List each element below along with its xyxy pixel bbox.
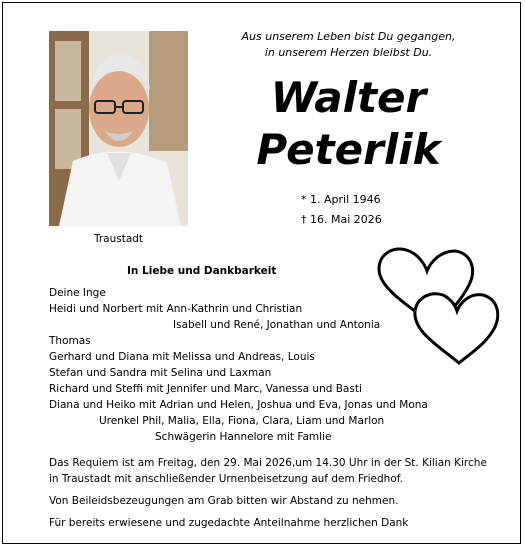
condolence-note: Von Beileidsbezeugungen am Grab bitten wir Abstand zu nehmen. bbox=[49, 495, 399, 507]
subtitle: In Liebe und Dankbarkeit bbox=[127, 265, 277, 277]
service-note: in Traustadt mit anschließender Urnenbeisetzung auf dem Friedhof. bbox=[49, 473, 404, 485]
memorial-quote bbox=[221, 29, 476, 61]
service-note: Das Requiem ist am Freitag, den 29. Mai 2026,um 14.30 Uhr in der St. Kilian Kirche bbox=[49, 457, 487, 469]
mourner-line: Stefan und Sandra mit Selina und Laxman bbox=[49, 367, 272, 379]
obituary-frame bbox=[2, 2, 521, 544]
thanks-note: Für bereits erwiesene und zugedachte Anteilnahme herzlichen Dank bbox=[49, 517, 409, 529]
mourner-line: Gerhard und Diana mit Melissa und Andreas, Louis bbox=[49, 351, 315, 363]
mourner-line: Thomas bbox=[49, 335, 91, 347]
mourner-line: Schwägerin Hannelore mit Famlie bbox=[155, 431, 332, 443]
mourner-line: Urenkel Phil, Malia, Ella, Fiona, Clara, Liam und Marlon bbox=[99, 415, 385, 427]
mourner-line: Heidi und Norbert mit Ann-Kathrin und Christian bbox=[49, 303, 303, 315]
photo-caption: Traustadt bbox=[93, 233, 144, 245]
two-hearts-icon bbox=[371, 239, 511, 369]
mourner-line: Deine Inge bbox=[49, 287, 106, 299]
mourner-line: Isabell und René, Jonathan und Antonia bbox=[173, 319, 381, 331]
mourner-line: Diana und Heiko mit Adrian und Helen, Joshua und Eva, Jonas und Mona bbox=[49, 399, 428, 411]
first-name: Walter bbox=[270, 73, 427, 122]
mourner-line: Richard und Steffi mit Jennifer und Marc, Vanessa und Basti bbox=[49, 383, 362, 395]
quote-line: in unserem Herzen bleibst Du. bbox=[264, 46, 433, 59]
birth-date: * 1. April 1946 bbox=[301, 193, 381, 206]
quote-line: Aus unserem Leben bist Du gegangen, bbox=[241, 30, 456, 43]
portrait-photo bbox=[49, 31, 188, 226]
death-date: † 16. Mai 2026 bbox=[301, 213, 382, 226]
last-name: Peterlik bbox=[256, 125, 441, 174]
